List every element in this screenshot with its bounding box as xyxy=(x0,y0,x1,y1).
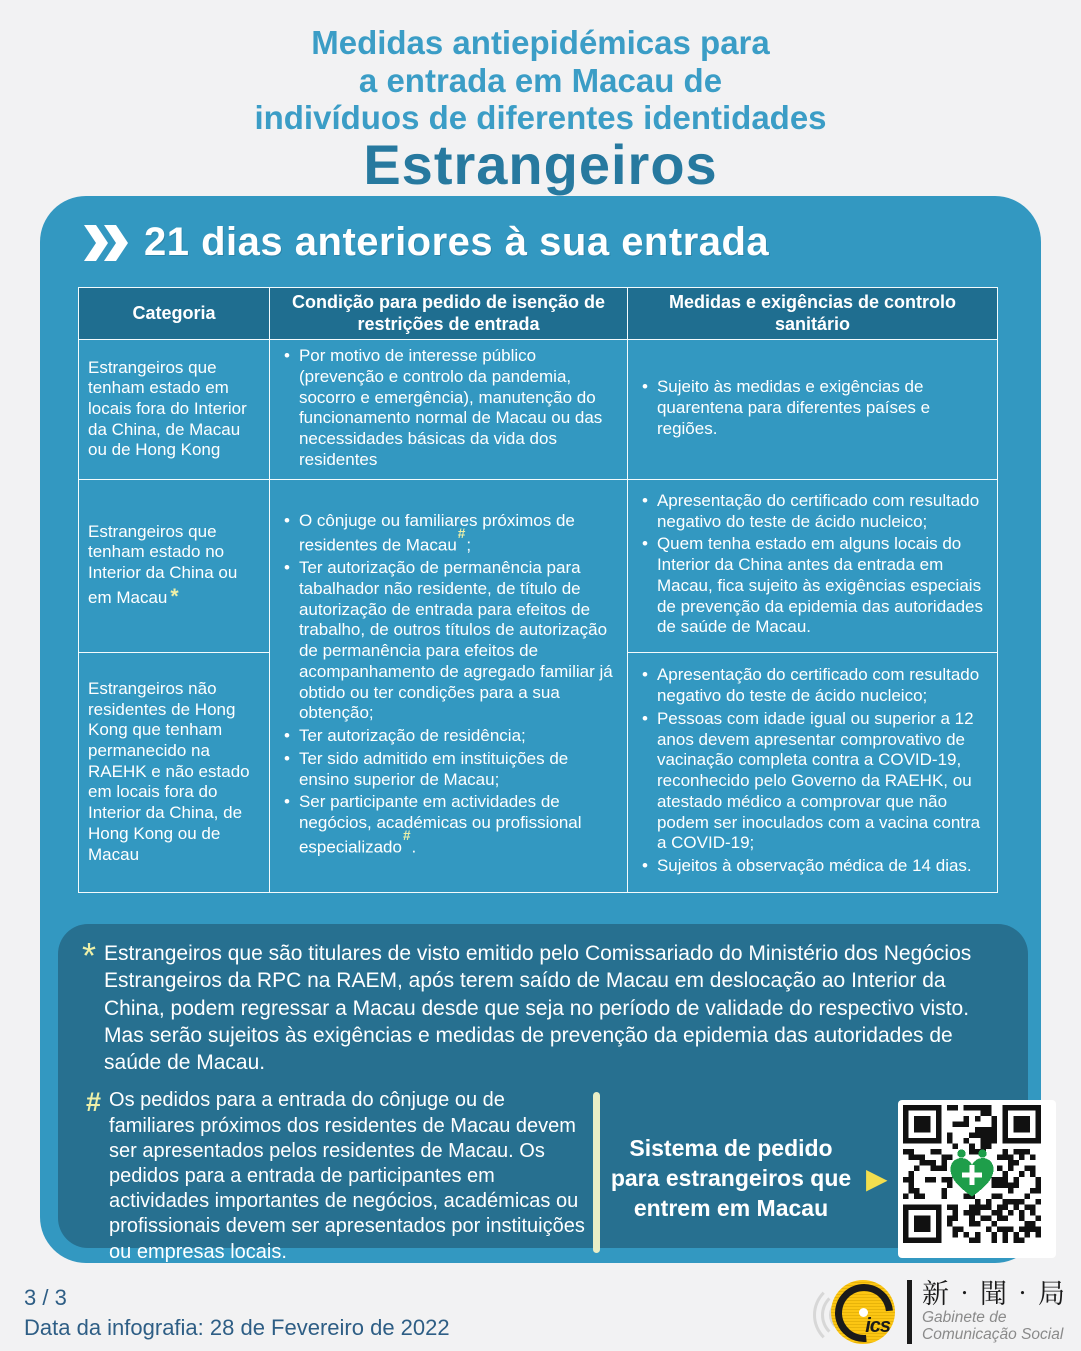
hash-footnote xyxy=(86,1088,591,1264)
row1-measures xyxy=(628,340,998,479)
row1-measure-bullet: • Sujeito às medidas e exigências de quarentena para diferentes países e regiões. xyxy=(656,377,931,438)
row2-category-text: Estrangeiros que tenham estado no Interior da China ou em Macau xyxy=(88,521,238,607)
main-panel xyxy=(40,196,1041,1263)
footnote-bottom-row xyxy=(58,1088,1028,1264)
row2-measures xyxy=(628,479,998,652)
qr-code xyxy=(898,1100,1056,1258)
condition-bullet: Ser participante em actividades de negócios, académicas ou profissional especializado xyxy=(298,792,582,857)
logo-chinese-name: 新‧聞‧局 xyxy=(922,1279,1067,1310)
measure-bullet: • Apresentação do certificado com resultado negativo do teste de ácido nucleico; xyxy=(656,665,980,706)
infographic-title xyxy=(0,24,1081,196)
measure-bullet: • Pessoas com idade igual ou superior a 12 anos devem apresentar comprovativo de vacinação completa contra a COVID-19, reconhecido pelo Governo da RAEHK, ou atestado médico a comprovar que não podem ser inoculados com a vacina contra a COVID-19; xyxy=(656,708,981,853)
qr-label: Sistema de pedido para estrangeiros que entrem em Macau xyxy=(610,1134,852,1221)
condition-bullet: • Ter autorização de residência; xyxy=(298,726,526,746)
double-chevron-icon xyxy=(82,224,128,262)
title-category: Estrangeiros xyxy=(363,132,718,196)
row1-conditions xyxy=(270,340,628,479)
footer-meta xyxy=(24,1283,450,1342)
vertical-divider xyxy=(593,1092,600,1252)
logo-acronym: ics xyxy=(865,1315,890,1337)
logo-portuguese-name-1: Gabinete de xyxy=(922,1308,1007,1326)
table-header-row xyxy=(79,288,998,340)
title-line-2: a entrada em Macau de xyxy=(358,61,723,99)
section-heading xyxy=(40,196,1041,265)
logo-divider xyxy=(907,1280,912,1344)
row1-condition-bullet: • Por motivo de interesse público (prevenção e controlo da pandemia, socorro e emergência), manutenção do funcionamento normal de Macau ou das necessidades básicas da vida dos residentes xyxy=(298,346,603,469)
header-medidas: Medidas e exigências de controlo sanitário xyxy=(628,288,998,340)
row1-category: Estrangeiros que tenham estado em locais fora do Interior da China, de Macau ou de Hong Kong xyxy=(79,340,270,479)
condition-bullet: • Ter autorização de permanência para tabalhador não residente, de título de autorização de entrada para efeitos de trabalho, de outros títulos de autorização de permanência para efeitos de acompanhamento de agregado familiar já obtido ou ter condições para a sua obtenção; xyxy=(298,558,613,723)
asterisk-marker: * xyxy=(82,935,97,976)
title-line-1: Medidas antiepidémicas para xyxy=(311,24,770,61)
measure-bullet: • Apresentação do certificado com resultado negativo do teste de ácido nucleico; xyxy=(656,491,980,531)
star-footnote-text: Estrangeiros que são titulares de visto emitido pelo Comissariado do Ministério dos Negócios Estrangeiros da RPC na RAEM, após terem saído de Macau em deslocação ao Interior da China, podem regressar a Macau desde que seja no período de validade do respectivo visto. Mas serão sujeitos às exigências e medidas de prevenção da epidemia das autoridades de saúde de Macau. xyxy=(104,942,972,1075)
measure-bullet: • Sujeitos à observação médica de 14 dias. xyxy=(656,856,972,876)
table-row xyxy=(79,340,998,479)
condition-bullet-tail: ; xyxy=(466,535,472,555)
row2-category xyxy=(79,479,270,652)
condition-bullet-tail: . xyxy=(411,837,417,857)
title-line-3: indivíduos de diferentes identidades xyxy=(254,99,827,137)
hash-superscript: # xyxy=(457,525,466,541)
hash-marker: # xyxy=(86,1087,102,1118)
logo-text xyxy=(922,1280,1067,1343)
table-row xyxy=(79,479,998,652)
condition-bullet: O cônjuge ou familiares próximos de residentes de Macau xyxy=(298,511,575,555)
measure-bullet: • Quem tenha estado em alguns locais do Interior da China antes da entrada em Macau, fica sujeito às exigências especiais de prevenção da epidemia das autoridades de saúde de Macau. xyxy=(656,534,984,637)
header-condicao: Condição para pedido de isenção de restrições de entrada xyxy=(270,288,628,340)
header-categoria: Categoria xyxy=(79,288,270,340)
entry-measures-table xyxy=(78,287,998,893)
row3-category: Estrangeiros não residentes de Hong Kong que tenham permanecido na RAEHK e não estado em locais fora do Interior da China, de Hong Kong ou de Macau xyxy=(79,652,270,892)
logo-portuguese-name-2: Comunicação Social xyxy=(922,1326,1064,1344)
hash-superscript: # xyxy=(402,827,411,843)
condition-bullet: • Ter sido admitido em instituições de ensino superior de Macau; xyxy=(298,748,569,789)
infographic-date: Data da infografia: 28 de Fevereiro de 2022 xyxy=(24,1314,450,1340)
qr-section xyxy=(606,1088,1056,1264)
gcs-logo-icon xyxy=(831,1280,895,1344)
asterisk-marker: * xyxy=(170,583,179,608)
section-heading-text: 21 dias anteriores à sua entrada xyxy=(144,220,770,264)
star-footnote xyxy=(58,924,1028,1076)
gcs-logo xyxy=(813,1277,1067,1347)
hash-footnote-text: Os pedidos para a entrada do cônjuge ou de familiares próximos dos residentes de Macau devem ser apresentados pelos residentes de Macau. Os pedidos para a entrada de participantes em actividades importantes de negócios, académicas ou profissionais devem ser apresentados por instituições ou empresas locais. xyxy=(109,1089,585,1263)
merged-conditions-cell xyxy=(270,479,628,892)
footnotes-panel xyxy=(58,924,1028,1263)
triangle-arrow-icon: ▶ xyxy=(866,1162,888,1194)
row3-measures xyxy=(628,652,998,892)
page-number: 3 / 3 xyxy=(24,1285,67,1310)
